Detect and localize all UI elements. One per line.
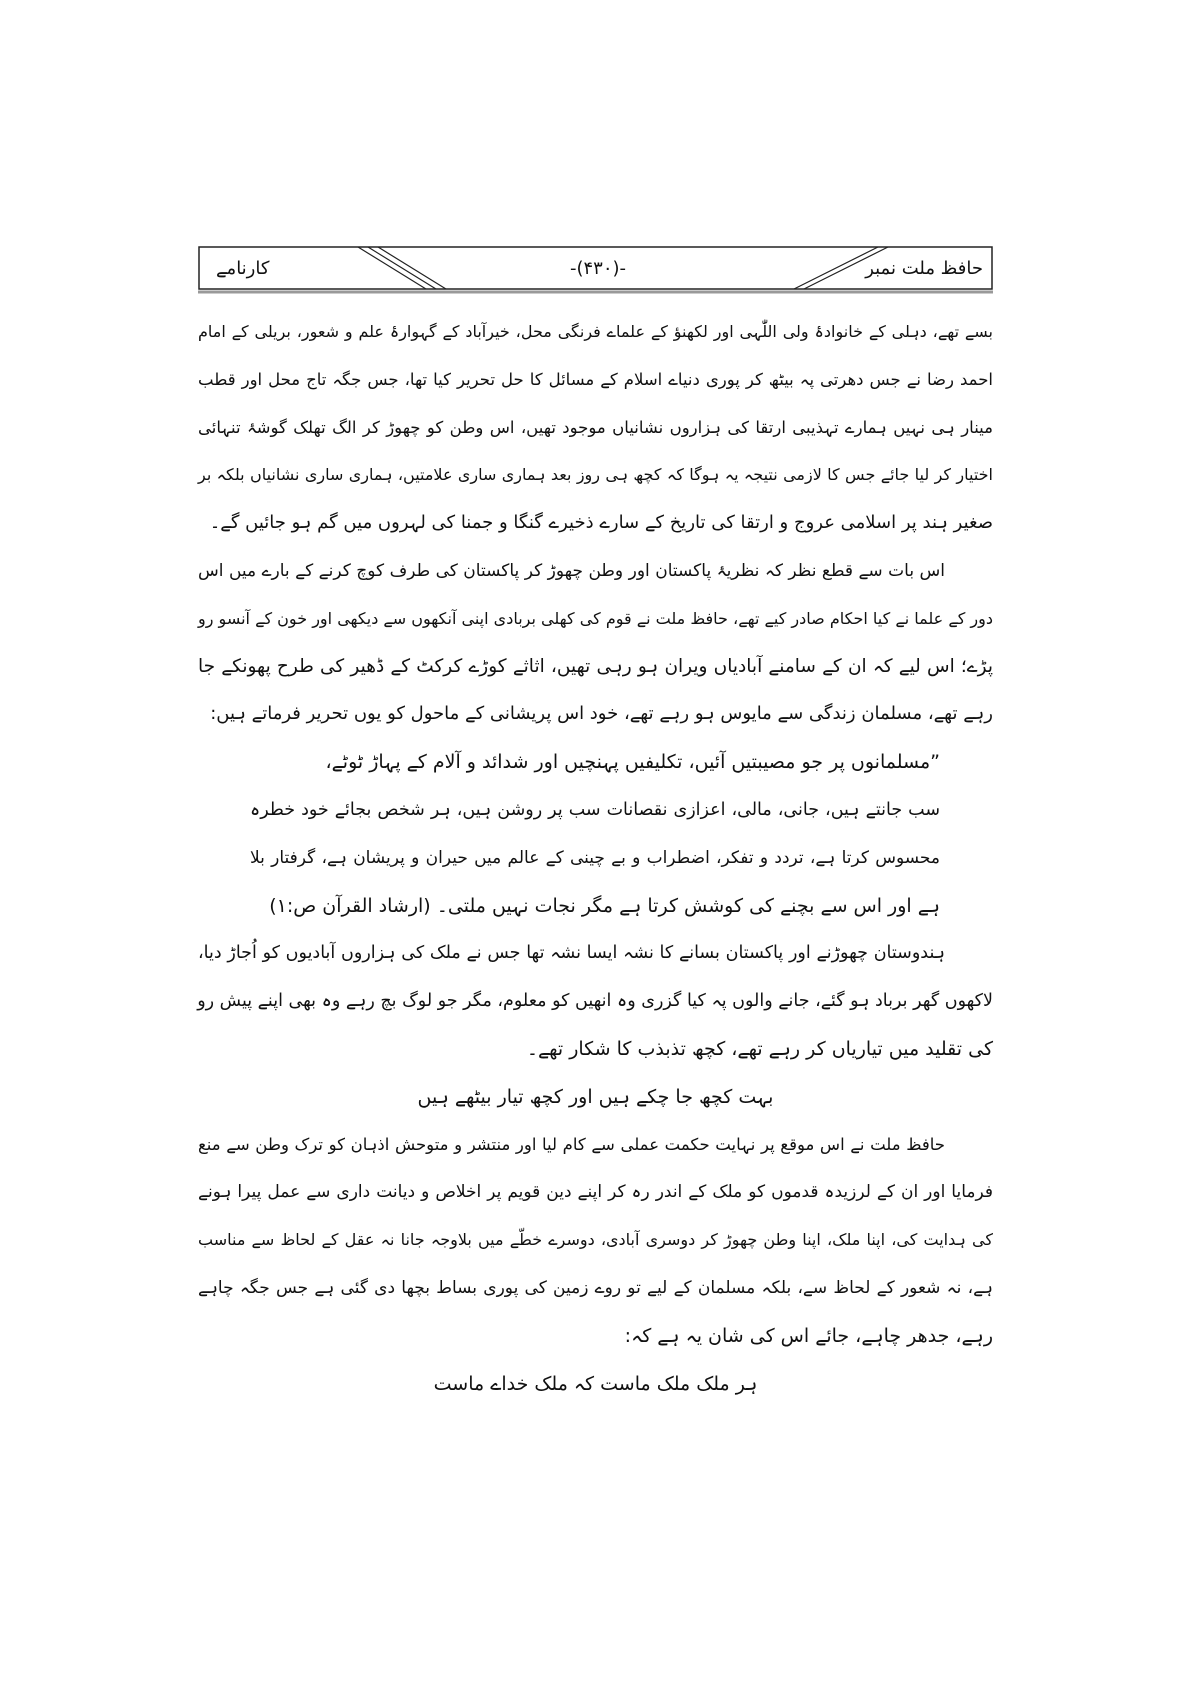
page-number: -(۴۳۰)-	[569, 258, 627, 279]
header-section-title: کارنامے	[216, 258, 270, 279]
quote-line: ”مسلمانوں پر جو مصیبتیں آئیں، تکلیفیں پہنچیں اور شدائد و آلام کے پہاڑ ٹوٹے،	[325, 751, 940, 774]
quote-citation-line: ہے اور اس سے بچنے کی کوشش کرتا ہے مگر نجات نہیں ملتی۔ (ارشاد القرآن ص:۱)	[269, 894, 940, 917]
text-line: فرمایا اور ان کے لرزیدہ قدموں کو ملک کے اندر رہ کر اپنے دین قویم پر اخلاص و دیانت داری سے عمل پیرا ہونے	[198, 1182, 993, 1203]
verse-line: ہر ملک ملک ماست کہ ملک خداے ماست	[433, 1372, 758, 1395]
text-line: اس بات سے قطع نظر کہ نظریۂ پاکستان اور وطن چھوڑ کر پاکستان کی طرف کوچ کرنے کے بارے میں اس	[198, 561, 945, 581]
text-line: حافظ ملت نے اس موقع پر نہایت حکمت عملی سے کام لیا اور منتشر و متوحش اذہان کو ترک وطن سے منع	[198, 1134, 945, 1154]
text-line: لاکھوں گھر برباد ہو گئے، جانے والوں پہ کیا گزری وہ انھیں کو معلوم، مگر جو لوگ بچ رہے وہ بھی اپنے پیش رو	[197, 991, 993, 1012]
text-line: مینار ہی نہیں ہمارے تہذیبی ارتقا کی ہزاروں نشانیاں موجود تھیں، اس وطن کو چھوڑ کر الگ تھلک گوشۂ تنہائی	[198, 417, 993, 437]
text-line: رہے تھے، مسلمان زندگی سے مایوس ہو رہے تھے، خود اس پریشانی کے ماحول کو یوں تحریر فرماتے ہیں:	[210, 703, 993, 725]
text-line: رہے، جدھر چاہے، جائے اس کی شان یہ ہے کہ:	[624, 1324, 993, 1347]
quote-line: محسوس کرتا ہے، تردد و تفکر، اضطراب و بے چینی کے عالم میں حیران و پریشان ہے، گرفتار بلا	[250, 847, 940, 868]
verse-line: بہت کچھ جا چکے ہیں اور کچھ تیار بیٹھے ہیں	[417, 1085, 774, 1108]
running-header	[198, 246, 993, 296]
text-line: کی تقلید میں تیاریاں کر رہے تھے، کچھ تذبذب کا شکار تھے۔	[526, 1038, 993, 1060]
text-line: اختیار کر لیا جائے جس کا لازمی نتیجہ یہ ہوگا کہ کچھ ہی روز بعد ہماری ساری علامتیں، ہماری ساری نشانیاں بلکہ بر	[198, 465, 993, 485]
quote-line: سب جانتے ہیں، جانی، مالی، اعزازی نقصانات سب پر روشن ہیں، ہر شخص بجائے خود خطرہ	[250, 800, 940, 820]
text-line: صغیر ہند پر اسلامی عروج و ارتقا کی تاریخ کے سارے ذخیرے گنگا و جمنا کی لہروں میں گم ہو جائیں گے۔	[209, 512, 993, 534]
header-book-title: حافظ ملت نمبر	[865, 258, 983, 279]
text-line: دور کے علما نے کیا احکام صادر کیے تھے، حافظ ملت نے قوم کی کھلی بربادی اپنی آنکھوں سے دیکھی اور خون کے آنسو رو	[198, 608, 993, 628]
text-line: پڑے؛ اس لیے کہ ان کے سامنے آبادیاں ویران ہو رہی تھیں، اثاثے کوڑے کرکٹ کے ڈھیر کی طرح پھونکے جا	[198, 655, 993, 677]
text-line: احمد رضا نے جس دھرتی پہ بیٹھ کر پوری دنیاے اسلام کے مسائل کا حل تحریر کیا تھا، جس جگہ تاج محل اور قطب	[198, 369, 993, 389]
text-line: کی ہدایت کی، اپنا ملک، اپنا وطن چھوڑ کر دوسری آبادی، دوسرے خطّے میں بلاوجہ جانا نہ عقل کے لحاظ سے مناسب	[198, 1230, 993, 1250]
text-line: ہے، نہ شعور کے لحاظ سے، بلکہ مسلمان کے لیے تو روے زمین کی پوری بساط بچھا دی گئی ہے جس جگہ چاہے	[198, 1278, 993, 1298]
text-line: بسے تھے، دہلی کے خانوادۂ ولی اللّٰہی اور لکھنؤ کے علماے فرنگی محل، خیرآباد کے گہوارۂ علم و شعور، بریلی کے امام	[198, 322, 993, 341]
text-line: ہندوستان چھوڑنے اور پاکستان بسانے کا نشہ ایسا نشہ تھا جس نے ملک کی ہزاروں آبادیوں کو اُجاڑ دیا،	[198, 943, 945, 964]
